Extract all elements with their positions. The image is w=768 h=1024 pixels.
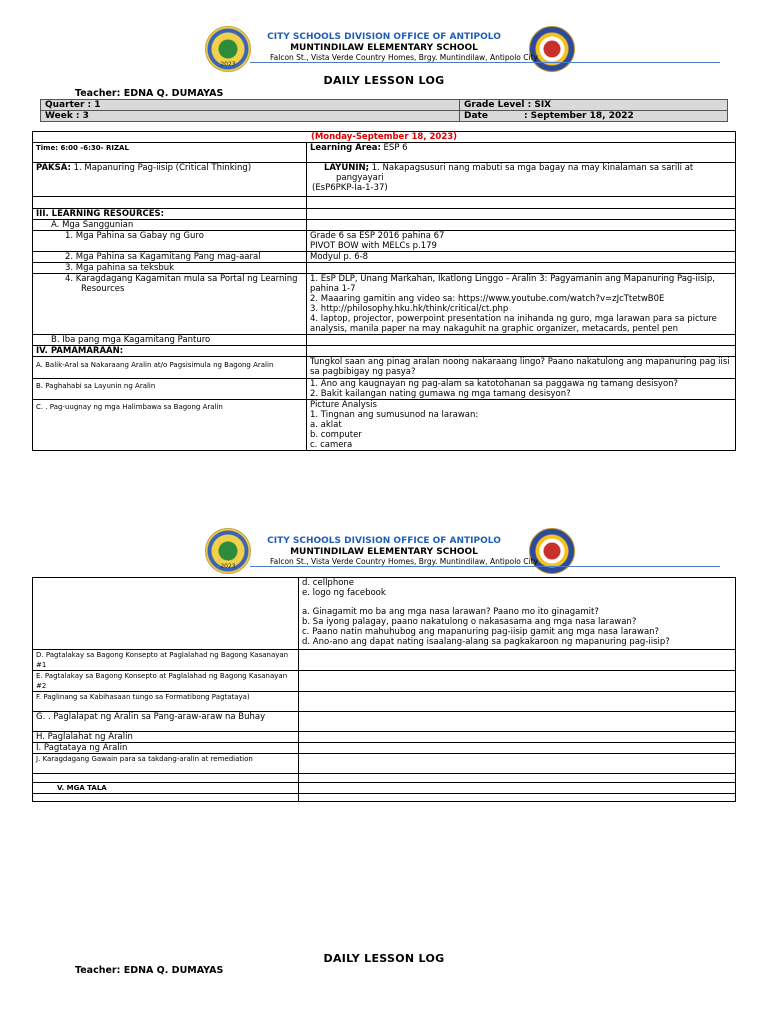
paksa-label: PAKSA:	[36, 163, 71, 173]
resource-4-text: 4. Karagdagang Kagamitan mula sa Portal ng Learning Resources	[65, 274, 298, 294]
resource-4-value	[307, 274, 736, 335]
question-d: d. Ano-ano ang dapat nating isaalang-alang sa pagkakaroon ng mapanuring pag-iisip?	[302, 637, 670, 647]
learning-area-label: Learning Area:	[310, 143, 381, 153]
date-label: Date	[464, 111, 488, 121]
learning-area-cell	[307, 143, 736, 163]
resource-4-label	[33, 274, 307, 335]
proc-c-line-5: c. camera	[310, 440, 353, 450]
header-rule	[250, 62, 720, 63]
proc-h-label: H. Paglalahat ng Aralin	[33, 732, 299, 743]
resource-2-text: 2. Mga Pahina sa Kagamitang Pang mag-aaral	[65, 252, 261, 262]
mga-tala-label: V. MGA TALA	[33, 783, 299, 794]
proc-c-line-3: a. aklat	[310, 420, 342, 430]
school-name: MUNTINDILAW ELEMENTARY SCHOOL	[290, 547, 478, 557]
proc-a-label: A. Balik-Aral sa Nakaraang Aralin at/o Pagsisimula ng Bagong Aralin	[33, 357, 307, 379]
question-c: c. Paano natin mahuhubog ang mapanuring pag-iisip gamit ang mga nasa larawan?	[302, 627, 660, 637]
resource-4-line-4: 4. laptop, projector, powerpoint presentation na inihanda ng guro, mga larawan para sa picture analysis, manila paper na may nakaguhit na graphic organizer, metacards, pentel pen	[310, 314, 717, 334]
date-cell	[460, 111, 728, 122]
resource-1-line-1: Grade 6 sa ESP 2016 pahina 67	[310, 231, 445, 241]
proc-j-label: J. Karagdagang Gawain para sa takdang-aralin at remediation	[33, 754, 299, 774]
document-title-page3: DAILY LESSON LOG	[323, 952, 445, 965]
proc-c-label: C. . Pag-uugnay ng mga Halimbawa sa Bagong Aralin	[33, 400, 307, 451]
proc-c-line-7: e. logo ng facebook	[302, 588, 386, 598]
proc-c-line-1: Picture Analysis	[310, 400, 377, 410]
proc-b-value	[307, 379, 736, 400]
week-cell: Week : 3	[41, 111, 460, 122]
lesson-table-page1	[32, 131, 736, 451]
school-name: MUNTINDILAW ELEMENTARY SCHOOL	[290, 43, 478, 53]
paksa-value: 1. Mapanuring Pag-iisip (Critical Thinking)	[73, 163, 252, 173]
sanggunian-label: A. Mga Sanggunian	[33, 220, 307, 231]
resource-2-label	[33, 252, 307, 263]
proc-a-value: Tungkol saan ang pinag aralan noong nakaraang lingo? Paano nakatulong ang mapanuring pag iisi sa pagbibigay ng pasya?	[307, 357, 736, 379]
layunin-code: (EsP6PKP-Ia-1-37)	[312, 183, 388, 193]
resource-2-value: Modyul p. 6-8	[307, 252, 736, 263]
teacher-name-page3: Teacher: EDNA Q. DUMAYAS	[75, 965, 224, 976]
other-materials-label: B. Iba pang mga Kagamitang Panturo	[33, 335, 307, 346]
quarter-cell: Quarter : 1	[41, 100, 460, 111]
resources-heading: III. LEARNING RESOURCES:	[33, 209, 307, 220]
proc-c-continued	[299, 578, 736, 650]
question-a: a. Ginagamit mo ba ang mga nasa larawan? Paano mo ito ginagamit?	[302, 607, 599, 617]
resource-1-line-2: PIVOT BOW with MELCs p.179	[310, 241, 437, 251]
procedures-heading: IV. PAMAMARAAN:	[33, 346, 307, 357]
header-rule	[250, 566, 720, 567]
proc-c-value	[307, 400, 736, 451]
layunin-value: 1. Nakapagsusuri nang mabuti sa mga bagay na may kinalaman sa sarili at	[371, 163, 694, 173]
lesson-table-page2	[32, 577, 736, 802]
question-b: b. Sa iyong palagay, paano nakatulong o nakasasama ang mga nasa larawan?	[302, 617, 637, 627]
proc-b-label: B. Paghahabi sa Layunin ng Aralin	[33, 379, 307, 400]
office-name: CITY SCHOOLS DIVISION OFFICE OF ANTIPOLO	[267, 536, 501, 546]
proc-e-label: E. Pagtalakay sa Bagong Konsepto at Paglalahad ng Bagong Kasanayan #2	[33, 671, 299, 692]
layunin-cell	[307, 163, 736, 197]
office-name: CITY SCHOOLS DIVISION OFFICE OF ANTIPOLO	[267, 32, 501, 42]
layunin-value-2: pangyayari	[336, 173, 384, 183]
school-address: Falcon St., Vista Verde Country Homes, Brgy. Muntindilaw, Antipolo City	[270, 557, 538, 566]
proc-c-line-6: d. cellphone	[302, 578, 355, 588]
proc-b-line-2: 2. Bakit kailangan nating gumawa ng mga tamang desisyon?	[310, 389, 571, 399]
proc-i-label: I. Pagtataya ng Aralin	[33, 743, 299, 754]
proc-b-line-1: 1. Ano ang kaugnayan ng pag-alam sa katotohanan sa paggawa ng tamang desisyon?	[310, 379, 679, 389]
date-value: : September 18, 2022	[523, 111, 634, 121]
resource-3-label: 3. Mga pahina sa teksbuk	[33, 263, 307, 274]
grade-cell: Grade Level : SIX	[460, 100, 728, 111]
learning-area-value: ESP 6	[383, 143, 408, 153]
division-seal-icon: 2023	[205, 528, 251, 574]
document-title: DAILY LESSON LOG	[323, 74, 445, 87]
resource-4-line-2: 2. Maaaring gamitin ang video sa: https://www.youtube.com/watch?v=zJcTtetwB0E	[310, 294, 665, 304]
layunin-label: LAYUNIN;	[324, 163, 370, 173]
proc-c-line-2: 1. Tingnan ang sumusunod na larawan:	[310, 410, 479, 420]
resource-1-label: 1. Mga Pahina sa Gabay ng Guro	[33, 231, 307, 252]
paksa-cell	[33, 163, 307, 197]
proc-d-label: D. Pagtalakay sa Bagong Konsepto at Paglalahad ng Bagong Kasanayan #1	[33, 650, 299, 671]
time-cell: Time: 6:00 -6:30- RIZAL	[33, 143, 307, 163]
resource-4-line-1: 1. EsP DLP, Unang Markahan, Ikatlong Linggo - Aralin 3: Pagyamanin ang Mapanuring Pag-iisip, pahina 1-7	[310, 274, 715, 294]
school-address: Falcon St., Vista Verde Country Homes, Brgy. Muntindilaw, Antipolo City	[270, 53, 538, 62]
proc-f-label: F. Paglinang sa Kabihasaan tungo sa Formatibong Pagtataya)	[33, 692, 299, 712]
proc-g-label: G. . Paglalapat ng Aralin sa Pang-araw-araw na Buhay	[33, 712, 299, 732]
proc-c-line-4: b. computer	[310, 430, 362, 440]
info-table	[40, 99, 728, 122]
day-heading: (Monday-September 18, 2023)	[33, 132, 736, 143]
division-seal-icon: 2023	[205, 26, 251, 72]
resource-4-line-3: 3. http://philosophy.hku.hk/think/critical/ct.php	[310, 304, 509, 314]
resource-1-value	[307, 231, 736, 252]
teacher-name: Teacher: EDNA Q. DUMAYAS	[75, 88, 224, 99]
